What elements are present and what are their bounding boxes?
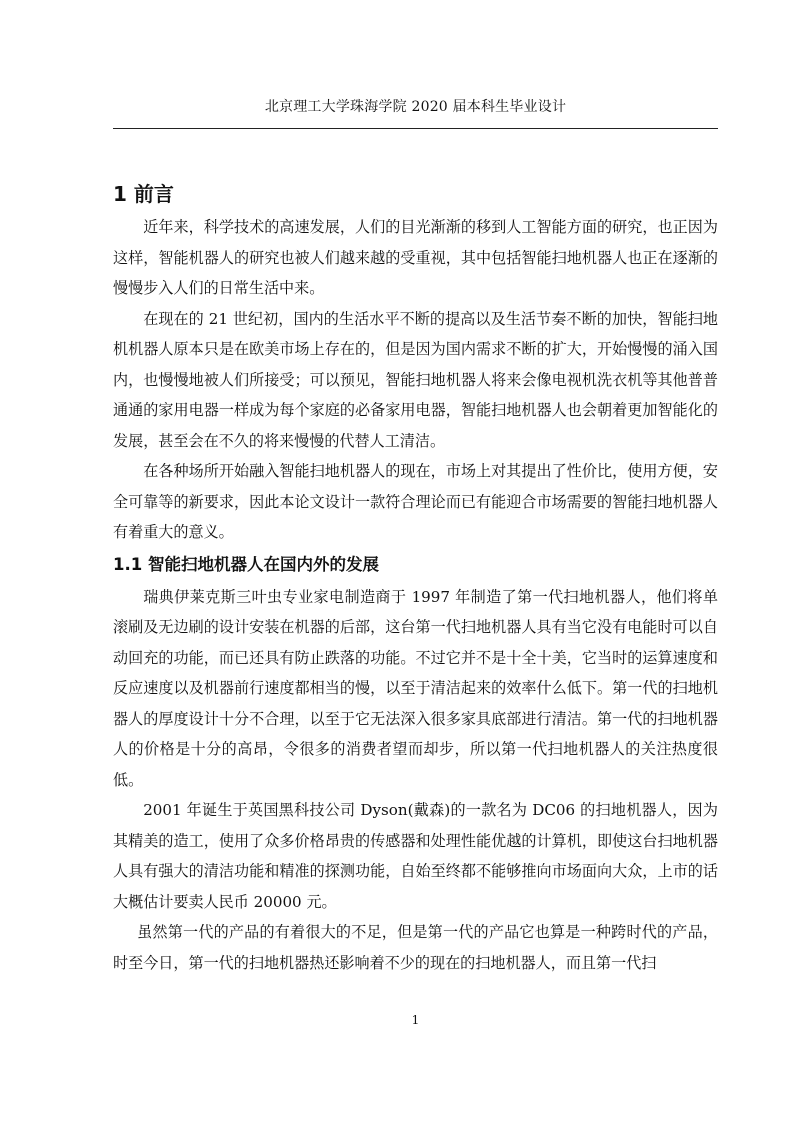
paragraph-intro-3: 在各种场所开始融入智能扫地机器人的现在，市场上对其提出了性价比，使用方便，安全可靠等的新要求，因此本论文设计一款符合理论而已有能迎合市场需要的智能扫地机器人有着重大的意义。 [113, 462, 718, 541]
paragraph-development-2: 2001 年诞生于英国黑科技公司 Dyson(戴森)的一款名为 DC06 的扫地机器人，因为其精美的造工，使用了众多价格昂贵的传感器和处理性能优越的计算机，即使这台扫地机器人具有强大的清洁功能和精准的探测功能，自始至终都不能够推向市场面向大众，上市的话大概估计要卖人民币 20000 元。 [113, 801, 718, 911]
section-heading: 1 前言 [113, 182, 174, 206]
paragraph-intro-2: 在现在的 21 世纪初，国内的生活水平不断的提高以及生活节奏不断的加快，智能扫地机机器人原本只是在欧美市场上存在的，但是因为国内需求不断的扩大，开始慢慢的涌入国内，也慢慢地被人们所接受；可以预见，智能扫地机器人将来会像电视机洗衣机等其他普普通通的家用电器一样成为每个家庭的必备家用电器，智能扫地机器人也会朝着更加智能化的发展，甚至会在不久的将来慢慢的代替人工清洁。 [113, 309, 718, 450]
subsection-heading: 1.1 智能扫地机器人在国内外的发展 [113, 554, 379, 574]
header-divider [113, 128, 718, 129]
paragraph-development-1: 瑞典伊莱克斯三叶虫专业家电制造商于 1997 年制造了第一代扫地机器人，他们将单滚刷及无边刷的设计安装在机器的后部，这台第一代扫地机器人具有当它没有电能时可以自动回充的功能，而已还具有防止跌落的功能。不过它并不是十全十美，它当时的运算速度和反应速度以及机器前行速度都相当的慢，以至于清洁起来的效率什么低下。第一代的扫地机器人的厚度设计十分不合理，以至于它无法深入很多家具底部进行清洁。第一代的扫地机器人的价格是十分的高昂，令很多的消费者望而却步，所以第一代扫地机器人的关注热度很低。 [113, 587, 718, 789]
paragraph-development-3: 虽然第一代的产品的有着很大的不足，但是第一代的产品它也算是一种跨时代的产品，时至今日，第一代的扫地机器热还影响着不少的现在的扫地机器人，而且第一代扫 [113, 923, 718, 972]
paragraph-intro-1: 近年来，科学技术的高速发展，人们的目光渐渐的移到人工智能方面的研究，也正因为这样，智能机器人的研究也被人们越来越的受重视，其中包括智能扫地机器人也正在逐渐的慢慢步入人们的日常生活中来。 [113, 218, 718, 297]
document-body [113, 176, 718, 978]
page-header: 北京理工大学珠海学院 2020 届本科生毕业设计 [264, 99, 567, 115]
page-number: 1 [411, 1013, 420, 1027]
